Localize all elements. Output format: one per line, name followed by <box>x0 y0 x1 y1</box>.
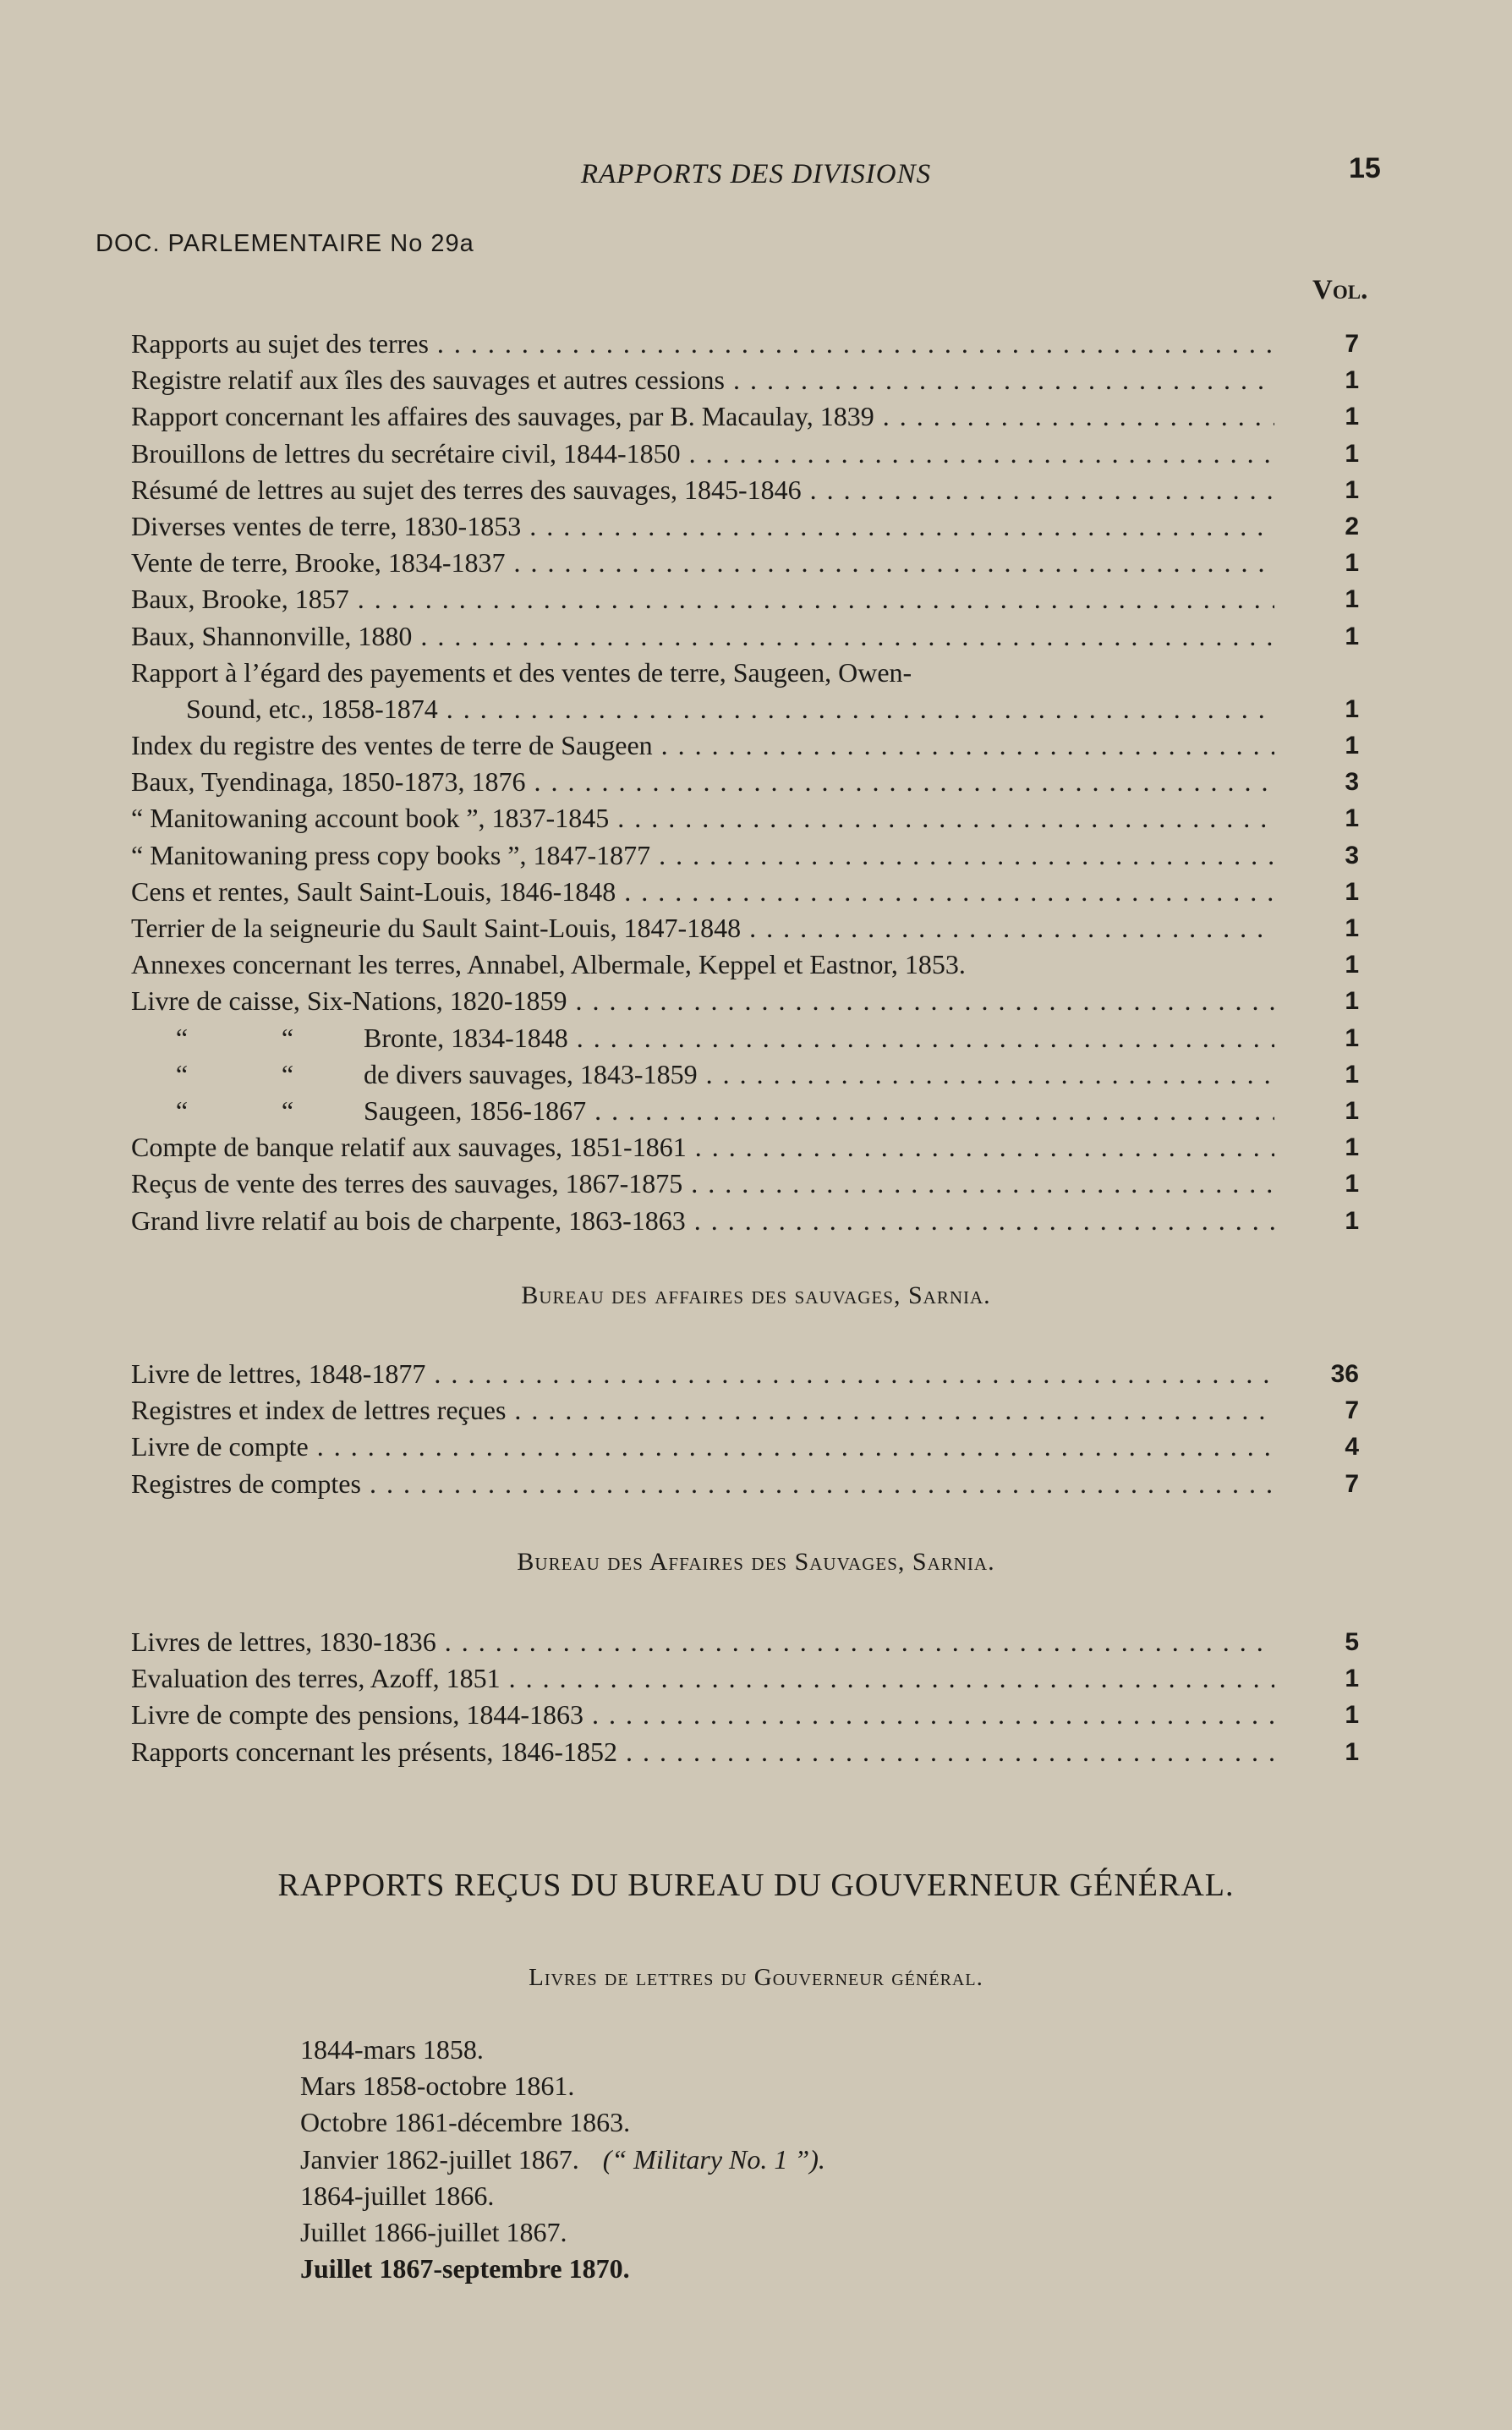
list-item: “ Manitowaning press copy books ”, 1847-1877 . . . 3 <box>131 837 1366 874</box>
list-item: Résumé de lettres au sujet des terres des sauvages, 1845-1846 . . . 1 <box>131 472 1366 508</box>
date-item: Octobre 1861-décembre 1863. <box>300 2107 631 2138</box>
list-item: Terrier de la seigneurie du Sault Saint-Louis, 1847-1848 . . . 1 <box>131 910 1366 946</box>
list-item: Registre relatif aux îles des sauvages et autres cessions . . . 1 <box>131 362 1366 398</box>
section-3-list <box>131 1624 1366 1770</box>
list-item: Compte de banque relatif aux sauvages, 1851-1861 . . . 1 <box>131 1129 1366 1166</box>
date-item: Juillet 1867-septembre 1870. <box>300 2253 630 2285</box>
list-item: Registres et index de lettres reçues . . . 7 <box>131 1392 1366 1429</box>
list-item: Livre de compte des pensions, 1844-1863 . . . 1 <box>131 1697 1366 1733</box>
list-item-continuation: Sound, etc., 1858-1874 . . . 1 <box>131 691 1366 727</box>
list-item: Livre de compte . . . 4 <box>131 1429 1366 1465</box>
date-item: Mars 1858-octobre 1861. <box>300 2071 575 2102</box>
list-item: Livres de lettres, 1830-1836 . . . 5 <box>131 1624 1366 1660</box>
ditto-mark: “ <box>175 1058 189 1089</box>
list-item-ditto: “ “ Bronte, 1834-1848 . . . 1 <box>131 1020 1366 1056</box>
section-3-heading: Bureau des Affaires des Sauvages, Sarnia. <box>517 1548 995 1576</box>
list-item: “ Manitowaning account book ”, 1837-1845 . . . 1 <box>131 800 1366 837</box>
section-4-subtitle: Livres de lettres du Gouverneur général. <box>529 1964 983 1991</box>
list-item: Reçus de vente des terres des sauvages, 1867-1875 . . . 1 <box>131 1166 1366 1202</box>
list-item: Rapports au sujet des terres . . . 7 <box>131 326 1366 362</box>
list-item: Diverses ventes de terre, 1830-1853 . . . 2 <box>131 508 1366 545</box>
list-item: Grand livre relatif au bois de charpente, 1863-1863 . . . 1 <box>131 1203 1366 1239</box>
ditto-mark: “ <box>281 1058 294 1089</box>
list-item: Baux, Shannonville, 1880 . . . 1 <box>131 618 1366 655</box>
section-2-heading: Bureau des affaires des sauvages, Sarnia. <box>521 1281 991 1309</box>
list-item: Registres de comptes . . . 7 <box>131 1466 1366 1502</box>
document-reference: DOC. PARLEMENTAIRE No 29a <box>96 230 474 257</box>
military-note: (“ Military No. 1 ”). <box>602 2143 825 2175</box>
date-item: 1844-mars 1858. <box>300 2034 484 2065</box>
ditto-mark: “ <box>281 1094 294 1126</box>
list-item-ditto: “ “ de divers sauvages, 1843-1859 . . . 1 <box>131 1056 1366 1093</box>
section-1-list <box>131 326 1366 1239</box>
ditto-mark: “ <box>175 1094 189 1126</box>
list-item: Index du registre des ventes de terre de Saugeen . . . 1 <box>131 727 1366 764</box>
list-item: Baux, Tyendinaga, 1850-1873, 1876 . . . 3 <box>131 764 1366 800</box>
list-item: Rapport concernant les affaires des sauvages, par B. Macaulay, 1839 . . . 1 <box>131 398 1366 435</box>
section-4-title: RAPPORTS REÇUS DU BUREAU DU GOUVERNEUR GÉNÉRAL. <box>277 1868 1235 1903</box>
date-list <box>300 2032 825 2287</box>
list-item: Brouillons de lettres du secrétaire civil, 1844-1850 . . . 1 <box>131 436 1366 472</box>
date-item: Juillet 1866-juillet 1867. <box>300 2216 567 2247</box>
list-item: Livre de lettres, 1848-1877 . . . 36 <box>131 1356 1366 1392</box>
date-item: 1864-juillet 1866. <box>300 2180 495 2211</box>
date-item: Janvier 1862-juillet 1867. (“ Military No. 1 ”). <box>300 2143 825 2175</box>
list-item-ditto: “ “ Saugeen, 1856-1867 . . . 1 <box>131 1093 1366 1129</box>
page-number: 15 <box>1349 152 1381 184</box>
ditto-mark: “ <box>175 1022 189 1053</box>
ditto-mark: “ <box>281 1022 294 1053</box>
running-head: RAPPORTS DES DIVISIONS <box>580 159 932 189</box>
list-item: Baux, Brooke, 1857 . . . 1 <box>131 581 1366 617</box>
list-item: Rapports concernant les présents, 1846-1852 . . . 1 <box>131 1734 1366 1770</box>
section-2-list <box>131 1356 1366 1502</box>
list-item: Annexes concernant les terres, Annabel, Albermale, Keppel et Eastnor, 1853. 1 <box>131 949 1359 980</box>
list-item: Vente de terre, Brooke, 1834-1837 . . . 1 <box>131 545 1366 581</box>
list-item: Rapport à l’égard des payements et des ventes de terre, Saugeen, Owen- <box>131 656 912 688</box>
list-item: Evaluation des terres, Azoff, 1851 . . . 1 <box>131 1660 1366 1697</box>
volume-column-heading: Vol. <box>1312 275 1368 305</box>
list-item: Livre de caisse, Six-Nations, 1820-1859 . . . 1 <box>131 983 1366 1019</box>
list-item: Cens et rentes, Sault Saint-Louis, 1846-1848 . . . 1 <box>131 874 1366 910</box>
